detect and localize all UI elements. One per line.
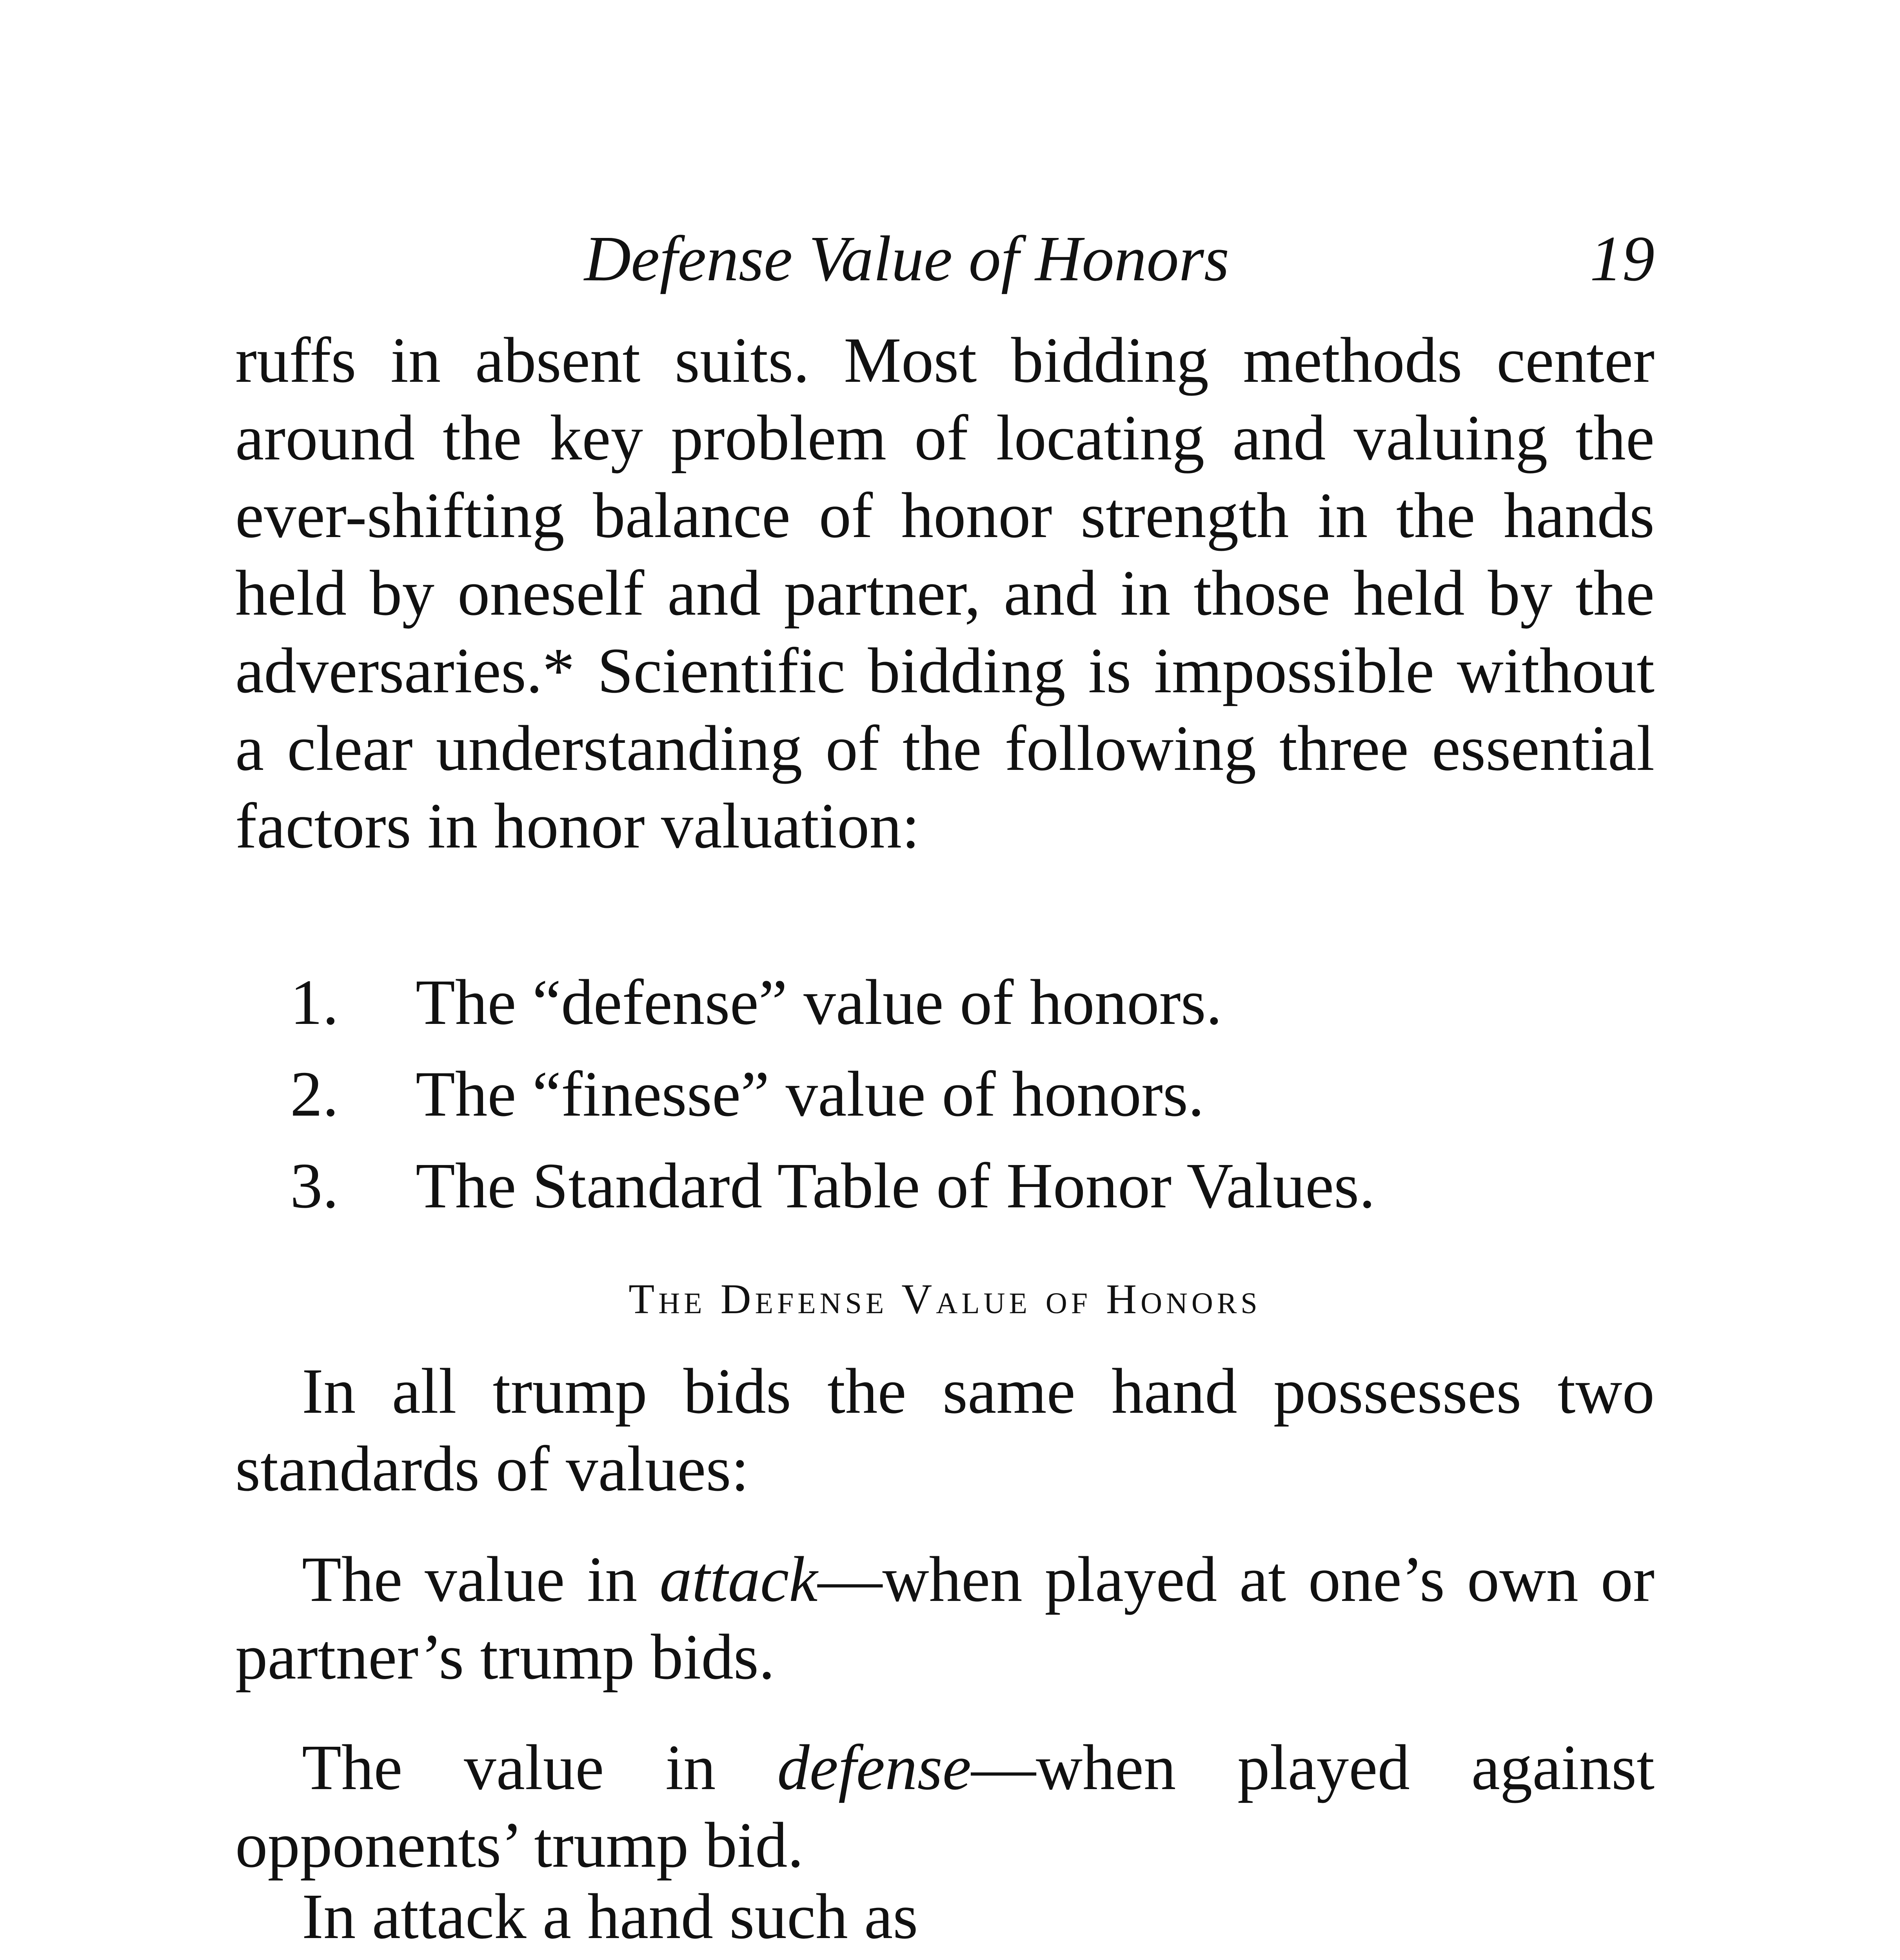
paragraph-text: —when played at one’s own or partner’s trump bids. bbox=[235, 1543, 1655, 1693]
paragraph-attack bbox=[235, 1541, 1655, 1696]
list-number: 3. bbox=[290, 1150, 339, 1221]
page-header bbox=[235, 220, 1655, 298]
list-text: The Standard Table of Honor Values. bbox=[416, 1150, 1375, 1221]
list-text: The “defense” value of honors. bbox=[416, 966, 1222, 1038]
paragraph-text: The value in bbox=[302, 1731, 777, 1803]
list-number: 1. bbox=[290, 966, 339, 1038]
paragraph-text: —when played against opponents’ trump bid. bbox=[235, 1731, 1655, 1881]
paragraph-text: In attack a hand such as bbox=[302, 1880, 918, 1952]
list-item bbox=[290, 1048, 1623, 1140]
intro-paragraph: ruffs in absent suits. Most bidding methods center around the key problem of locating and valuing the ever-shifting balance of honor strength in the hands held by oneself and partner, and in those held by the adversaries.* Scientific bidding is impossible without a clear understanding of the following three essential factors in honor valuation: bbox=[235, 324, 1655, 862]
page-number: 19 bbox=[1590, 223, 1655, 294]
paragraph-text: In all trump bids the same hand possesses two standards of values: bbox=[235, 1355, 1655, 1504]
paragraph-text: The value in bbox=[302, 1543, 660, 1615]
emphasis-defense: defense bbox=[777, 1731, 972, 1803]
list-item bbox=[290, 956, 1623, 1048]
paragraph-attack-hand bbox=[235, 1878, 1655, 1955]
emphasis-attack: attack bbox=[659, 1543, 818, 1615]
intro-paragraph-block bbox=[235, 321, 1655, 865]
list-number: 2. bbox=[290, 1058, 339, 1130]
factor-list bbox=[290, 956, 1623, 1232]
paragraph-standards bbox=[235, 1352, 1655, 1508]
running-head: Defense Value of Honors bbox=[584, 223, 1230, 294]
list-text: The “finesse” value of honors. bbox=[416, 1058, 1204, 1130]
section-heading: The Defense Value of Honors bbox=[628, 1276, 1261, 1323]
list-item bbox=[290, 1140, 1623, 1232]
paragraph-defense bbox=[235, 1729, 1655, 1884]
